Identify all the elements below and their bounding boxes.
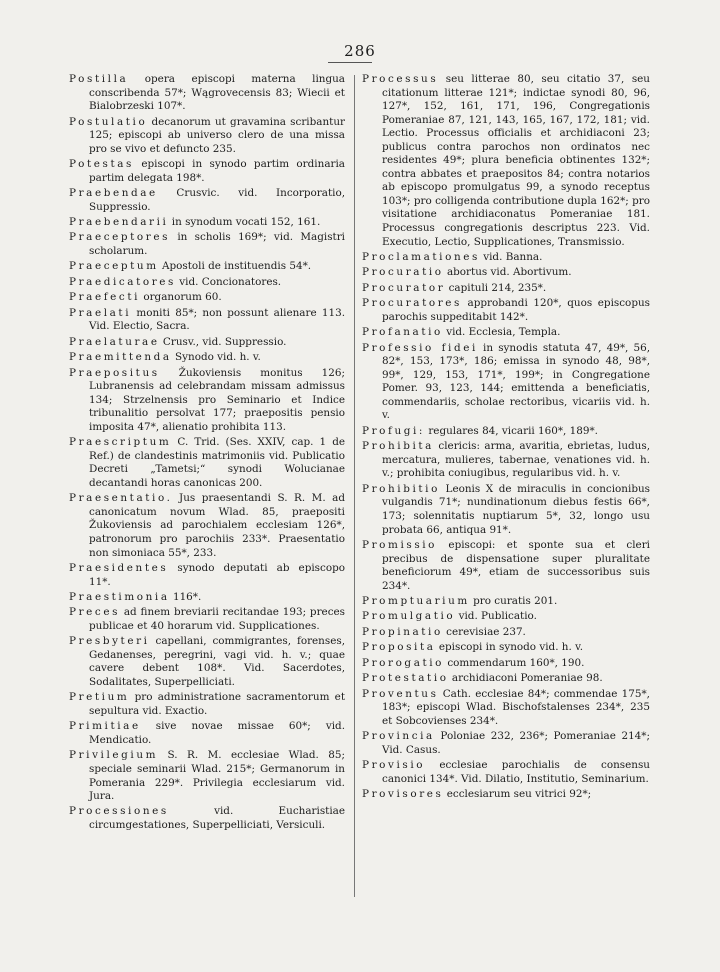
entry-text: archidiaconi Pomeraniae 98.: [448, 672, 603, 685]
index-entry: [362, 641, 650, 655]
entry-text: Žukoviensis monitus 126; Lubranensis ad celebrandam missam admissus 134; Strzelnensis pro Seminario et Indice tribunalitio persolvat 177; praepositis pensio imposita 47*, alienatio prohibita 113.: [89, 366, 345, 433]
entry-headword: Potestas: [69, 158, 134, 171]
entry-headword: Praepositus: [69, 366, 160, 379]
entry-headword: Praedicatores: [69, 275, 176, 288]
entry-text: commendarum 160*, 190.: [444, 656, 585, 669]
entry-text: Leonis X de miraculis in concionibus vulgandis 71*; nundinationum diebus festis 66*, 173; solennitatis nuptiarum 5*, 32, longo usu probata 66, antiqua 91*.: [382, 482, 650, 536]
index-entry: [362, 282, 650, 296]
index-entry: [362, 672, 650, 686]
entry-text: in synodis statuta 47, 49*, 56, 82*, 153, 173*, 186; emissa in synodo 48, 98*, 99*, 129, 153, 171*, 199*; in Congregatione Pomer. 93, 123, 144; emittenda a beneficiatis, commendariis, scholae rectoribus, vicariis vid. h. v.: [382, 341, 650, 422]
entry-headword: Praemittenda: [69, 351, 172, 364]
entry-text: abortus vid. Abortivum.: [443, 266, 572, 279]
entry-text: Jus praesentandi S. R. M. ad canonicatum novum Wlad. 85, praepositi Žukoviensis ad parochialem ecclesiam 126*, patronorum pro parochiis 233*. Praesentatio non simoniaca 55*, 233.: [89, 492, 345, 559]
index-entry: [69, 805, 345, 832]
index-entry: [69, 635, 345, 689]
entry-headword: Praefecti: [69, 291, 141, 304]
entry-headword: Preces: [69, 606, 121, 619]
index-entry: [69, 291, 345, 305]
index-entry: [362, 759, 650, 786]
entry-headword: Promulgatio: [362, 610, 456, 623]
entry-headword: Praelaturae: [69, 335, 160, 348]
index-entry: [362, 626, 650, 640]
index-entry: [69, 562, 345, 589]
index-entry: [362, 610, 650, 624]
index-entry: [362, 251, 650, 265]
entry-text: pro administratione sacramentorum et sepultura vid. Exactio.: [89, 691, 345, 717]
entry-text: cerevisiae 237.: [442, 625, 526, 638]
entry-text: ecclesiarum seu vitrici 92*;: [443, 788, 592, 801]
entry-text: decanorum ut gravamina scribantur 125; episcopi ab universo clero de una missa pro se vivo et defuncto 235.: [89, 115, 345, 155]
entry-headword: Provisio: [362, 759, 426, 772]
entry-text: episcopi in synodo vid. h. v.: [435, 641, 584, 654]
index-entry: [362, 297, 650, 324]
entry-text: opera episcopi materna lingua conscribenda 57*; Wągrovecensis 83; Wiecii et Bialobrzeski 107*.: [89, 73, 345, 113]
entry-headword: Procurator: [362, 281, 446, 294]
index-entry: [362, 425, 650, 439]
entry-headword: Provincia: [362, 730, 435, 743]
entry-text: capituli 214, 235*.: [445, 281, 547, 294]
index-entry: [69, 276, 345, 290]
entry-text: vid. Ecclesia, Templa.: [442, 326, 561, 339]
entry-headword: Praestimonia: [69, 590, 170, 603]
entry-text: moniti 85*; non possunt alienare 113. Vid. Electio, Sacra.: [89, 306, 345, 333]
index-entry: [362, 440, 650, 481]
entry-text: capellani, commigrantes, forenses, Gedanenses, peregrini, vagi vid. h. v.; quae cavere debent 108*. Vid. Sacerdotes, Sodalitates, Superpelliciati.: [89, 635, 345, 688]
entry-headword: Praescriptum: [69, 436, 172, 449]
entry-text: clericis: arma, avaritia, ebrietas, ludus, mercatura, mulieres, tabernae, venationes vid. h. v.; prohibita coniugibus, regularibus vid. h. v.: [382, 440, 650, 480]
entry-text: pro curatis 201.: [469, 595, 558, 608]
entry-headword: Praeceptores: [69, 231, 171, 244]
index-entry: [69, 260, 345, 274]
entry-headword: Praesentatio.: [69, 492, 173, 505]
entry-text: in synodum vocati 152, 161.: [168, 216, 321, 229]
index-entry: [69, 492, 345, 560]
entry-headword: Propinatio: [362, 625, 443, 638]
index-entry: [362, 788, 650, 802]
entry-text: vid. Banna.: [479, 251, 543, 263]
index-entry: [69, 73, 345, 114]
entry-text: approbandi 120*, quos episcopus parochis suppeditabit 142*.: [382, 297, 650, 323]
index-entry: [69, 336, 345, 350]
index-entry: [69, 691, 345, 718]
entry-text: ad finem breviarii recitandae 193; preces publicae et 40 horarum vid. Supplicationes.: [89, 606, 345, 632]
index-entry: [69, 367, 345, 435]
entry-headword: Processus: [362, 73, 439, 85]
entry-text: organorum 60.: [140, 291, 222, 304]
entry-headword: Proventus: [362, 687, 439, 700]
index-entry: [69, 436, 345, 490]
entry-headword: Postilla: [69, 73, 129, 85]
entry-text: S. R. M. ecclesiae Wlad. 85; speciale seminarii Wlad. 215*; Germanorum in Pomerania 229*. Privilegia ecclesiarum vid. Jura.: [89, 749, 345, 803]
entry-text: sive novae missae 60*; vid. Mendicatio.: [89, 720, 345, 746]
page-number: 286: [344, 42, 376, 60]
entry-headword: Praesidentes: [69, 561, 169, 574]
index-entry: [69, 606, 345, 633]
entry-text: vid. Publicatio.: [455, 610, 537, 623]
left-column: [69, 73, 345, 834]
index-entry: [69, 591, 345, 605]
entry-text: episcopi in synodo partim ordinaria partim delegata 198*.: [89, 158, 345, 184]
entry-text: in scholis 169*; vid. Magistri scholarum.: [89, 231, 345, 258]
entry-headword: Pretium: [69, 691, 130, 704]
index-entry: [362, 688, 650, 729]
entry-text: vid. Concionatores.: [175, 275, 282, 288]
entry-headword: Proposita: [362, 641, 436, 654]
entry-text: 116*.: [169, 590, 202, 603]
entry-headword: Proclamationes: [362, 251, 480, 263]
entry-text: Poloniae 232, 236*; Pomeraniae 214*; Vid. Casus.: [382, 730, 650, 756]
entry-text: C. Trid. (Ses. XXIV, cap. 1 de Ref.) de clandestinis matrimoniis vid. Publicatio Decreti „Tametsi;“ synodi Wolucianae decantandi horas canonicas 200.: [89, 436, 345, 489]
entry-headword: Prorogatio: [362, 656, 445, 669]
entry-headword: Provisores: [362, 788, 444, 801]
page-number-rule: [328, 62, 372, 63]
entry-text: Crusvic. vid. Incorporatio, Suppressio.: [89, 187, 345, 213]
entry-headword: Prohibitio: [362, 482, 440, 495]
column-divider: [354, 75, 355, 897]
entry-text: Crusv., vid. Suppressio.: [159, 335, 287, 348]
index-entry: [362, 326, 650, 340]
entry-headword: Praebendarii: [69, 216, 169, 229]
index-entry: [69, 231, 345, 258]
index-entry: [69, 116, 345, 157]
entry-text: vid. Eucharistiae circumgestationes, Superpelliciati, Versiculi.: [89, 805, 345, 832]
index-entry: [69, 307, 345, 334]
entry-headword: Protestatio: [362, 672, 449, 685]
entry-text: Cath. ecclesiae 84*; commendae 175*, 183*; episcopi Wlad. Bischofstalenses 234*, 235 et Sobcovienses 234*.: [382, 687, 650, 727]
index-entry: [362, 595, 650, 609]
index-entry: [362, 657, 650, 671]
entry-text: regulares 84, vicarii 160*, 189*.: [425, 424, 598, 437]
entry-headword: Praeceptum: [69, 260, 159, 273]
index-entry: [69, 187, 345, 214]
entry-text: Apostoli de instituendis 54*.: [158, 260, 312, 273]
entry-headword: Processiones: [69, 805, 169, 818]
index-entry: [362, 266, 650, 280]
entry-headword: Postulatio: [69, 115, 148, 128]
index-entry: [69, 720, 345, 747]
entry-text: episcopi: et sponte sua et cleri precibus de dispensatione super pluralitate beneficiorum 49*, etiam de successoribus suis 234*.: [382, 538, 650, 592]
index-entry: [69, 158, 345, 185]
entry-text: seu litterae 80, seu citatio 37, seu citationum litterae 121*; indictae synodi 80, 96, 127*, 152, 161, 171, 196, Congregationis Pomeraniae 87, 121, 143, 165, 167, 172, 181; vid. Lectio. Processus officialis et archidiaconi 23; publicus contra parochos non ordinatos nec residentes 49*; plura beneficia obtinentes 132*; contra abbates et praepositos 84; contra notarios ab episcopo promulgatus 99, a synodo receptus 103*; pro colligenda contributione dupla 162*; pro visitatione archidiaconatus Pomeraniae 181. Processus congregationis descriptus 223. Vid. Executio, Lectio, Supplicationes, Transmissio.: [382, 73, 650, 248]
entry-text: ecclesiae parochialis de consensu canonici 134*. Vid. Dilatio, Institutio, Seminarium.: [382, 759, 650, 785]
entry-text: synodo deputati ab episcopo 11*.: [89, 561, 345, 588]
entry-headword: Privilegium: [69, 749, 159, 762]
index-entry: [69, 749, 345, 803]
index-entry: [362, 539, 650, 593]
entry-headword: Prohibita: [362, 440, 434, 453]
entry-headword: Praebendae: [69, 187, 158, 200]
right-column: [362, 73, 650, 804]
index-entry: [362, 730, 650, 757]
entry-headword: Procuratio: [362, 266, 444, 279]
entry-headword: Primitiae: [69, 720, 141, 733]
index-entry: [69, 216, 345, 230]
entry-headword: Promissio: [362, 538, 438, 551]
entry-text: Synodo vid. h. v.: [171, 351, 261, 364]
index-entry: [69, 351, 345, 365]
entry-headword: Professio fidei: [362, 341, 478, 354]
entry-headword: Profanatio: [362, 326, 443, 339]
index-entry: [362, 483, 650, 537]
entry-headword: Profugi:: [362, 424, 426, 437]
index-entry: [362, 342, 650, 423]
entry-headword: Praelati: [69, 306, 132, 319]
entry-headword: Presbyteri: [69, 635, 150, 648]
index-entry: [362, 73, 650, 249]
entry-headword: Procuratores: [362, 297, 462, 310]
entry-headword: Promptuarium: [362, 595, 470, 608]
